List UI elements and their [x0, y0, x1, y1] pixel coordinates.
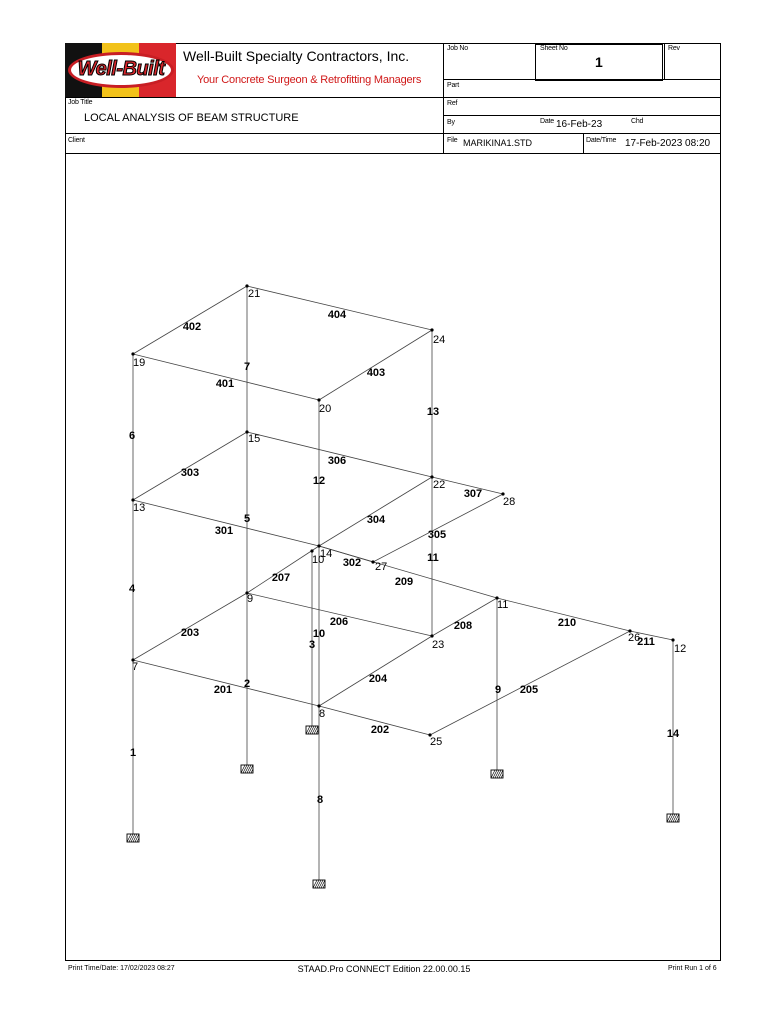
rev-label: Rev [668, 45, 680, 52]
member-206 [247, 593, 432, 636]
node-label-8: 8 [319, 708, 326, 720]
node-label-22: 22 [433, 479, 446, 491]
member-label-12: 12 [312, 475, 326, 487]
member-label-1: 1 [129, 747, 137, 759]
member-label-307: 307 [463, 488, 483, 500]
member-label-302: 302 [342, 557, 362, 569]
member-204 [319, 636, 432, 706]
node-24 [430, 328, 433, 331]
member-label-9: 9 [494, 684, 502, 696]
node-label-10: 10 [312, 554, 325, 566]
datetime-label: Date/Time [586, 137, 617, 144]
node-label-13: 13 [133, 502, 146, 514]
node-label-25: 25 [430, 736, 443, 748]
job-no-label: Job No [447, 45, 468, 52]
client-label: Client [68, 137, 85, 144]
fixed-support-icon [241, 765, 253, 773]
fixed-support-icon [491, 770, 503, 778]
member-303 [133, 432, 247, 500]
node-label-19: 19 [133, 357, 146, 369]
member-label-7: 7 [243, 361, 251, 373]
by-label: By [447, 119, 455, 126]
member-label-8: 8 [316, 794, 324, 806]
company-name: Well-Built Specialty Contractors, Inc. [183, 48, 410, 64]
file-value: MARIKINA1.STD [463, 138, 533, 148]
chd-label: Chd [631, 118, 644, 125]
member-label-10: 10 [312, 628, 326, 640]
print-time: Print Time/Date: 17/02/2023 08:27 [68, 965, 175, 972]
node-label-24: 24 [433, 334, 446, 346]
fixed-support-icon [306, 726, 318, 734]
member-304 [319, 477, 432, 546]
node-10 [310, 549, 313, 552]
node-label-23: 23 [432, 639, 445, 651]
member-label-402: 402 [182, 321, 202, 333]
member-301 [133, 500, 319, 546]
member-label-11: 11 [427, 552, 439, 564]
member-207 [247, 546, 319, 593]
part-label: Part [447, 82, 460, 89]
date-value: 16-Feb-23 [556, 119, 603, 130]
member-label-211: 211 [637, 636, 655, 648]
member-label-14: 14 [666, 728, 680, 740]
node-20 [317, 398, 320, 401]
sheet-no-value: 1 [595, 54, 603, 70]
member-label-3: 3 [308, 639, 316, 651]
job-title-label: Job Title [68, 99, 93, 106]
node-label-21: 21 [248, 288, 261, 300]
fixed-support-icon [667, 814, 679, 822]
member-label-401: 401 [215, 378, 235, 390]
member-label-209: 209 [394, 576, 414, 588]
node-label-20: 20 [319, 403, 332, 415]
member-label-306: 306 [327, 455, 347, 467]
logo-text: Well-Built [77, 58, 165, 80]
member-403 [319, 330, 432, 400]
member-label-210: 210 [557, 617, 577, 629]
job-title-value: LOCAL ANALYSIS OF BEAM STRUCTURE [84, 112, 299, 124]
software-edition: STAAD.Pro CONNECT Edition 22.00.00.15 [297, 964, 471, 974]
member-label-201: 201 [213, 684, 233, 696]
node-12 [671, 638, 674, 641]
date-label: Date [540, 118, 554, 125]
file-label: File [447, 137, 458, 144]
member-label-204: 204 [368, 673, 388, 685]
datetime-value: 17-Feb-2023 08:20 [625, 138, 711, 149]
member-label-2: 2 [243, 678, 251, 690]
member-label-207: 207 [271, 572, 291, 584]
node-label-26: 26 [628, 632, 641, 644]
node-19 [131, 352, 134, 355]
member-label-304: 304 [366, 514, 386, 526]
member-label-4: 4 [128, 583, 136, 595]
member-205 [430, 631, 630, 735]
print-run: Print Run 1 of 6 [668, 965, 717, 972]
node-label-15: 15 [248, 433, 261, 445]
member-label-5: 5 [243, 513, 251, 525]
member-402 [133, 286, 247, 354]
node-label-7: 7 [132, 661, 139, 673]
member-label-203: 203 [180, 627, 200, 639]
node-23 [430, 634, 433, 637]
node-label-11: 11 [497, 599, 509, 611]
member-401 [133, 354, 319, 400]
member-209 [319, 546, 497, 598]
sheet-no-label: Sheet No [540, 45, 568, 52]
node-label-27: 27 [375, 561, 388, 573]
member-label-208: 208 [453, 620, 473, 632]
node-label-14: 14 [320, 548, 333, 560]
member-label-404: 404 [327, 309, 347, 321]
node-label-28: 28 [503, 496, 516, 508]
member-label-303: 303 [180, 467, 200, 479]
member-201 [133, 660, 319, 706]
node-label-9: 9 [247, 593, 254, 605]
node-label-12: 12 [674, 643, 687, 655]
company-tagline: Your Concrete Surgeon & Retrofitting Managers [197, 74, 422, 86]
member-label-206: 206 [329, 616, 349, 628]
member-label-301: 301 [214, 525, 234, 537]
member-label-205: 205 [519, 684, 539, 696]
member-404 [247, 286, 432, 330]
ref-label: Ref [447, 100, 458, 107]
fixed-support-icon [127, 834, 139, 842]
member-label-13: 13 [426, 406, 440, 418]
member-label-403: 403 [366, 367, 386, 379]
member-label-202: 202 [370, 724, 390, 736]
fixed-support-icon [313, 880, 325, 888]
member-label-6: 6 [128, 430, 136, 442]
member-label-305: 305 [427, 529, 447, 541]
